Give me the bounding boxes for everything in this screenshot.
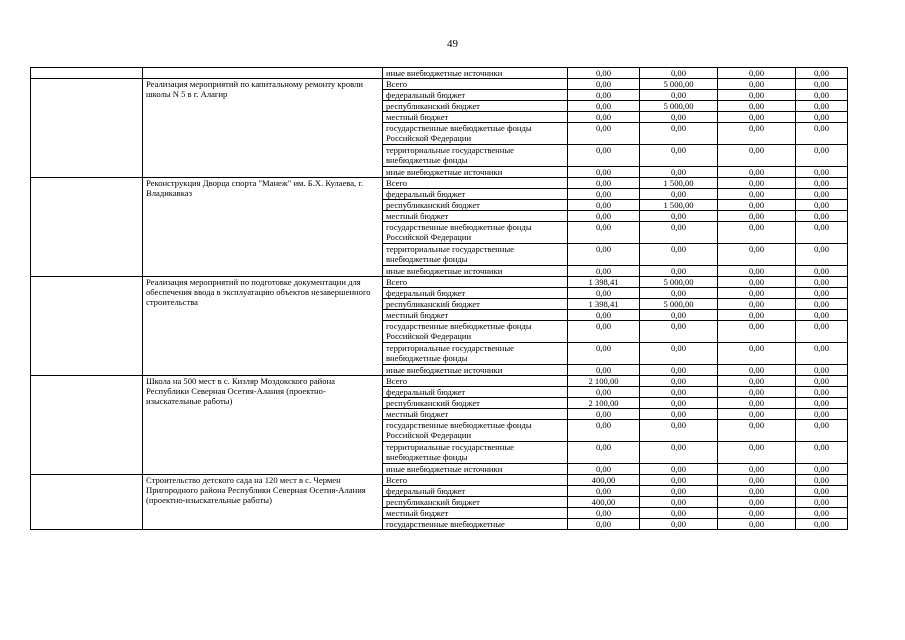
value-cell: 0,00 <box>718 68 796 79</box>
measure-name: Школа на 500 мест в с. Кизляр Моздокского района Республики Северная Осетия-Алания (проектно-изыскательные работы) <box>143 376 383 475</box>
value-cell: 5 000,00 <box>640 277 718 288</box>
measure-name: Строительство детского сада на 120 мест в с. Чермен Пригородного района Республики Северная Осетия-Алания (проектно-изыскательные работы) <box>143 475 383 530</box>
value-cell: 0,00 <box>718 409 796 420</box>
value-cell: 0,00 <box>796 486 848 497</box>
empty-cell <box>31 79 143 178</box>
source-cell: государственные внебюджетные фонды Российской Федерации <box>383 321 568 343</box>
value-cell: 0,00 <box>640 112 718 123</box>
value-cell: 0,00 <box>718 365 796 376</box>
source-cell: местный бюджет <box>383 409 568 420</box>
value-cell: 0,00 <box>568 145 640 167</box>
empty-cell <box>31 68 143 79</box>
value-cell: 0,00 <box>796 79 848 90</box>
value-cell: 5 000,00 <box>640 101 718 112</box>
value-cell: 0,00 <box>568 266 640 277</box>
value-cell: 0,00 <box>640 266 718 277</box>
source-cell: территориальные государственные внебюджетные фонды <box>383 442 568 464</box>
value-cell: 1 500,00 <box>640 178 718 189</box>
source-cell: Всего <box>383 178 568 189</box>
source-cell: иные внебюджетные источники <box>383 68 568 79</box>
value-cell: 0,00 <box>640 376 718 387</box>
source-cell: иные внебюджетные источники <box>383 167 568 178</box>
value-cell: 400,00 <box>568 475 640 486</box>
value-cell: 0,00 <box>796 299 848 310</box>
value-cell: 0,00 <box>796 409 848 420</box>
value-cell: 0,00 <box>568 365 640 376</box>
table-row <box>31 277 848 288</box>
value-cell: 0,00 <box>718 244 796 266</box>
value-cell: 0,00 <box>568 200 640 211</box>
source-cell: местный бюджет <box>383 508 568 519</box>
table-body <box>31 68 848 530</box>
value-cell: 0,00 <box>718 277 796 288</box>
source-cell: государственные внебюджетные фонды Российской Федерации <box>383 420 568 442</box>
value-cell: 0,00 <box>568 486 640 497</box>
table-row <box>31 79 848 90</box>
source-cell: территориальные государственные внебюджетные фонды <box>383 145 568 167</box>
source-cell: федеральный бюджет <box>383 486 568 497</box>
value-cell: 0,00 <box>796 310 848 321</box>
empty-cell <box>31 376 143 475</box>
source-cell: государственные внебюджетные фонды Российской Федерации <box>383 123 568 145</box>
value-cell: 0,00 <box>640 497 718 508</box>
table-row <box>31 178 848 189</box>
value-cell: 0,00 <box>568 387 640 398</box>
value-cell: 0,00 <box>640 244 718 266</box>
value-cell: 0,00 <box>718 101 796 112</box>
source-cell: федеральный бюджет <box>383 288 568 299</box>
value-cell: 0,00 <box>718 90 796 101</box>
value-cell: 0,00 <box>796 211 848 222</box>
value-cell: 0,00 <box>640 508 718 519</box>
value-cell: 0,00 <box>796 145 848 167</box>
value-cell: 0,00 <box>640 464 718 475</box>
value-cell: 0,00 <box>718 398 796 409</box>
value-cell: 0,00 <box>568 79 640 90</box>
value-cell: 0,00 <box>796 387 848 398</box>
value-cell: 0,00 <box>796 420 848 442</box>
value-cell: 0,00 <box>568 112 640 123</box>
value-cell: 0,00 <box>640 398 718 409</box>
value-cell: 0,00 <box>718 167 796 178</box>
value-cell: 0,00 <box>568 288 640 299</box>
value-cell: 0,00 <box>796 497 848 508</box>
value-cell: 0,00 <box>640 387 718 398</box>
value-cell: 0,00 <box>568 101 640 112</box>
value-cell: 0,00 <box>796 123 848 145</box>
value-cell: 0,00 <box>796 244 848 266</box>
value-cell: 5 000,00 <box>640 79 718 90</box>
source-cell: федеральный бюджет <box>383 90 568 101</box>
value-cell: 0,00 <box>568 167 640 178</box>
value-cell: 0,00 <box>718 475 796 486</box>
value-cell: 0,00 <box>640 420 718 442</box>
value-cell: 0,00 <box>718 211 796 222</box>
value-cell: 5 000,00 <box>640 299 718 310</box>
value-cell: 0,00 <box>568 310 640 321</box>
value-cell: 0,00 <box>640 321 718 343</box>
value-cell: 0,00 <box>796 475 848 486</box>
value-cell: 0,00 <box>568 442 640 464</box>
value-cell: 0,00 <box>640 486 718 497</box>
empty-cell <box>31 475 143 530</box>
value-cell: 0,00 <box>718 200 796 211</box>
value-cell: 0,00 <box>718 288 796 299</box>
page-number: 49 <box>447 38 458 50</box>
value-cell: 0,00 <box>718 442 796 464</box>
value-cell: 0,00 <box>796 343 848 365</box>
value-cell: 0,00 <box>640 365 718 376</box>
value-cell: 1 398,41 <box>568 277 640 288</box>
value-cell: 0,00 <box>796 508 848 519</box>
table-row <box>31 475 848 486</box>
value-cell: 0,00 <box>718 486 796 497</box>
value-cell: 0,00 <box>796 288 848 299</box>
value-cell: 0,00 <box>718 299 796 310</box>
source-cell: федеральный бюджет <box>383 387 568 398</box>
empty-cell <box>31 178 143 277</box>
value-cell: 0,00 <box>718 376 796 387</box>
value-cell: 0,00 <box>718 420 796 442</box>
source-cell: федеральный бюджет <box>383 189 568 200</box>
value-cell: 0,00 <box>568 222 640 244</box>
value-cell: 0,00 <box>640 519 718 530</box>
source-cell: республиканский бюджет <box>383 398 568 409</box>
value-cell: 0,00 <box>640 409 718 420</box>
value-cell: 0,00 <box>796 200 848 211</box>
source-cell: иные внебюджетные источники <box>383 464 568 475</box>
source-cell: территориальные государственные внебюджетные фонды <box>383 343 568 365</box>
value-cell: 0,00 <box>568 420 640 442</box>
value-cell: 0,00 <box>568 90 640 101</box>
value-cell: 0,00 <box>796 90 848 101</box>
value-cell: 0,00 <box>640 189 718 200</box>
value-cell: 0,00 <box>640 167 718 178</box>
value-cell: 2 100,00 <box>568 376 640 387</box>
value-cell: 0,00 <box>568 211 640 222</box>
source-cell: Всего <box>383 376 568 387</box>
value-cell: 0,00 <box>640 288 718 299</box>
value-cell: 0,00 <box>796 442 848 464</box>
value-cell: 0,00 <box>640 90 718 101</box>
value-cell: 400,00 <box>568 497 640 508</box>
value-cell: 0,00 <box>568 519 640 530</box>
value-cell: 0,00 <box>796 101 848 112</box>
value-cell: 0,00 <box>718 343 796 365</box>
value-cell: 0,00 <box>796 222 848 244</box>
source-cell: местный бюджет <box>383 211 568 222</box>
value-cell: 0,00 <box>796 68 848 79</box>
value-cell: 0,00 <box>718 497 796 508</box>
value-cell: 0,00 <box>796 398 848 409</box>
value-cell: 0,00 <box>718 189 796 200</box>
value-cell: 0,00 <box>718 112 796 123</box>
value-cell: 0,00 <box>718 222 796 244</box>
value-cell: 1 398,41 <box>568 299 640 310</box>
value-cell: 0,00 <box>796 365 848 376</box>
value-cell: 0,00 <box>796 178 848 189</box>
table-row <box>31 376 848 387</box>
value-cell: 0,00 <box>568 189 640 200</box>
value-cell: 0,00 <box>640 222 718 244</box>
value-cell: 0,00 <box>568 409 640 420</box>
measure-name: Реализация мероприятий по подготовке документации для обеспечения ввода в эксплуатацию объектов незавершенного строительства <box>143 277 383 376</box>
source-cell: государственные внебюджетные фонды Российской Федерации <box>383 222 568 244</box>
source-cell: местный бюджет <box>383 310 568 321</box>
value-cell: 0,00 <box>796 266 848 277</box>
value-cell: 0,00 <box>718 123 796 145</box>
value-cell: 0,00 <box>718 387 796 398</box>
value-cell: 0,00 <box>796 464 848 475</box>
value-cell: 0,00 <box>640 442 718 464</box>
value-cell: 0,00 <box>568 68 640 79</box>
value-cell: 0,00 <box>718 310 796 321</box>
source-cell: Всего <box>383 79 568 90</box>
value-cell: 0,00 <box>718 464 796 475</box>
value-cell: 1 500,00 <box>640 200 718 211</box>
empty-cell <box>143 68 383 79</box>
source-cell: Всего <box>383 277 568 288</box>
value-cell: 0,00 <box>568 464 640 475</box>
source-cell: местный бюджет <box>383 112 568 123</box>
value-cell: 0,00 <box>718 519 796 530</box>
value-cell: 0,00 <box>568 343 640 365</box>
value-cell: 0,00 <box>568 123 640 145</box>
source-cell: республиканский бюджет <box>383 101 568 112</box>
value-cell: 0,00 <box>718 266 796 277</box>
value-cell: 0,00 <box>796 167 848 178</box>
value-cell: 0,00 <box>718 145 796 167</box>
value-cell: 0,00 <box>640 68 718 79</box>
table-row <box>31 68 848 79</box>
value-cell: 0,00 <box>640 145 718 167</box>
source-cell: республиканский бюджет <box>383 497 568 508</box>
measure-name: Реализация мероприятий по капитальному ремонту кровли школы N 5 в г. Алагир <box>143 79 383 178</box>
value-cell: 0,00 <box>568 508 640 519</box>
source-cell: республиканский бюджет <box>383 299 568 310</box>
value-cell: 0,00 <box>718 79 796 90</box>
empty-cell <box>31 277 143 376</box>
value-cell: 0,00 <box>640 343 718 365</box>
value-cell: 0,00 <box>640 475 718 486</box>
value-cell: 0,00 <box>568 178 640 189</box>
value-cell: 0,00 <box>796 277 848 288</box>
source-cell: Всего <box>383 475 568 486</box>
value-cell: 0,00 <box>796 112 848 123</box>
value-cell: 0,00 <box>718 321 796 343</box>
value-cell: 0,00 <box>796 376 848 387</box>
source-cell: иные внебюджетные источники <box>383 365 568 376</box>
source-cell: иные внебюджетные источники <box>383 266 568 277</box>
value-cell: 0,00 <box>568 244 640 266</box>
value-cell: 0,00 <box>640 211 718 222</box>
value-cell: 0,00 <box>640 123 718 145</box>
value-cell: 2 100,00 <box>568 398 640 409</box>
budget-table <box>30 67 848 530</box>
source-cell: республиканский бюджет <box>383 200 568 211</box>
source-cell: государственные внебюджетные <box>383 519 568 530</box>
measure-name: Реконструкция Дворца спорта "Манеж" им. Б.Х. Кулаева, г. Владикавказ <box>143 178 383 277</box>
value-cell: 0,00 <box>718 508 796 519</box>
value-cell: 0,00 <box>796 189 848 200</box>
value-cell: 0,00 <box>640 310 718 321</box>
source-cell: территориальные государственные внебюджетные фонды <box>383 244 568 266</box>
value-cell: 0,00 <box>718 178 796 189</box>
value-cell: 0,00 <box>568 321 640 343</box>
value-cell: 0,00 <box>796 519 848 530</box>
value-cell: 0,00 <box>796 321 848 343</box>
